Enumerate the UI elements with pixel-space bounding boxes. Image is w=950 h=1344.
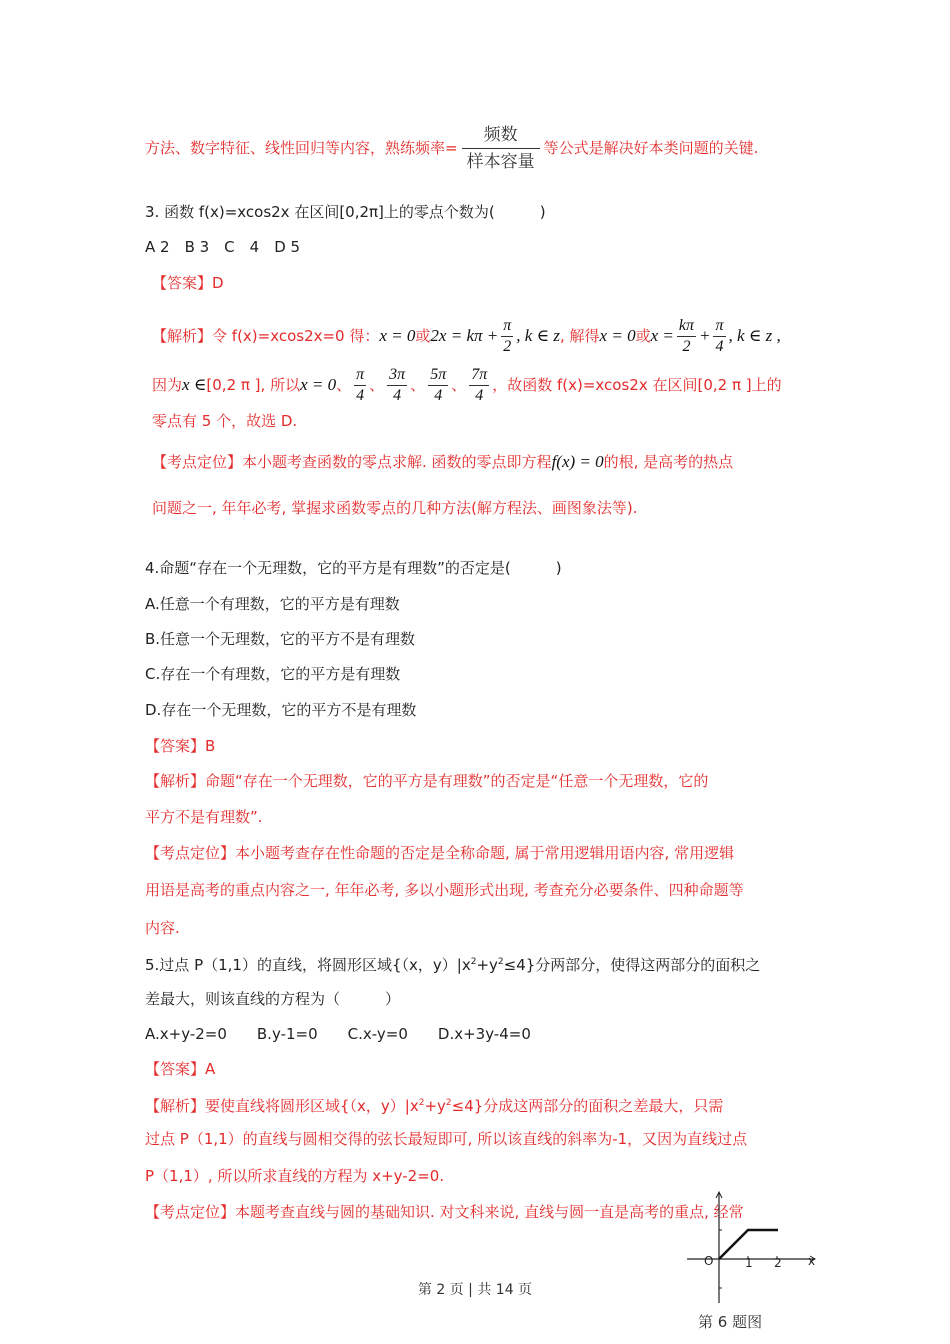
fraction-denominator: 样本容量: [466, 152, 535, 172]
den: 4: [715, 338, 724, 355]
text: 方法、数字特征、线性回归等内容，熟练频率=: [145, 139, 458, 157]
text: 令 f(x)=xcos2x=0 得：: [212, 327, 380, 345]
num: kπ: [677, 316, 696, 337]
superscript: 2: [470, 957, 477, 967]
text: 因为: [152, 376, 183, 394]
math: f(x) = 0: [551, 452, 604, 471]
figure-caption: 第 6 题图: [698, 1313, 763, 1331]
q4-point-line1: 【考点定位】本小题考查存在性命题的否定是全称命题, 属于常用逻辑用语内容, 常用逻辑: [145, 844, 735, 862]
q3-answer: [152, 273, 224, 293]
q3-point-line2: 问题之一, 年年必考, 掌握求函数零点的几种方法(解方程法、画图象法等).: [152, 499, 638, 517]
text: +y: [424, 1097, 446, 1115]
q5-analysis-line1: [145, 1093, 723, 1116]
text: 、: [451, 376, 467, 394]
fraction: [428, 365, 448, 406]
den: 4: [475, 387, 484, 404]
q3-analysis-line1: [152, 316, 781, 357]
fraction: [501, 316, 513, 357]
q3-options: A 2 B 3 C 4 D 5: [145, 238, 301, 256]
q5-answer: [145, 1059, 215, 1079]
den: 2: [503, 338, 512, 355]
den: 4: [356, 387, 365, 404]
math: , k ∈ z: [516, 326, 560, 345]
frequency-formula: [462, 122, 540, 175]
answer-value: B: [205, 737, 216, 755]
math: x = 0: [300, 375, 337, 394]
q5-question-line1: [145, 952, 760, 975]
text: 、: [410, 376, 426, 394]
q4-option-d: D.存在一个无理数，它的平方不是有理数: [145, 701, 417, 719]
answer-label: 【答案】: [145, 737, 206, 755]
fraction: [677, 316, 696, 357]
x-axis-label: x: [808, 1254, 816, 1268]
num: π: [713, 316, 725, 337]
function-graph: [719, 1230, 778, 1259]
den: 4: [434, 387, 443, 404]
math: , k ∈ z ,: [728, 326, 781, 345]
q4-question: 4.命题“存在一个无理数，它的平方是有理数”的否定是( ): [145, 559, 562, 577]
point-label: 【考点定位】: [152, 453, 243, 471]
fraction: [387, 365, 407, 406]
q4-option-b: B.任意一个无理数，它的平方不是有理数: [145, 630, 416, 648]
text: 【解析】要使直线将圆形区域{（x，y）|x: [145, 1097, 419, 1115]
text: +y: [476, 956, 498, 974]
q5-analysis-line3: P（1,1）, 所以所求直线的方程为 x+y-2=0.: [145, 1167, 445, 1185]
math: x ∈: [182, 375, 207, 394]
fraction: [713, 316, 725, 357]
text: ，故函数 f(x)=xcos2x 在区间[0,2 π ]上的: [492, 376, 782, 394]
text: 5.过点 P（1,1）的直线，将圆形区域{（x，y）|x: [145, 956, 471, 974]
answer-value: A: [205, 1060, 216, 1078]
text: ≤4}分成这两部分的面积之差最大，只需: [451, 1097, 724, 1115]
fraction: [469, 365, 489, 406]
q5-options: A.x+y-2=0 B.y-1=0 C.x-y=0 D.x+3y-4=0: [145, 1025, 531, 1043]
text: 等公式是解决好本类问题的关键.: [543, 139, 759, 157]
num: 5π: [428, 365, 448, 386]
q3-analysis-line3: 零点有 5 个，故选 D.: [152, 412, 298, 430]
math: +: [699, 326, 711, 345]
math: x = 0: [379, 326, 416, 345]
num: 3π: [387, 365, 407, 386]
q5-point-line1: 【考点定位】本题考查直线与圆的基础知识. 对文科来说, 直线与圆一直是高考的重点, 经常: [145, 1203, 744, 1221]
tick-label-1: 1: [745, 1256, 753, 1270]
math: x = 0: [599, 326, 636, 345]
fraction: [354, 365, 366, 406]
fraction-numerator: 频数: [462, 122, 540, 149]
text: 、: [369, 376, 385, 394]
q5-analysis-line2: 过点 P（1,1）的直线与圆相交得的弦长最短即可, 所以该直线的斜率为-1，又因为直线过点: [145, 1130, 748, 1148]
text: 本小题考查函数的零点求解. 函数的零点即方程: [242, 453, 552, 471]
q3-analysis-line2: [152, 365, 782, 406]
q3-question: 3. 函数 f(x)=xcos2x 在区间[0,2π]上的零点个数为( ): [145, 203, 546, 221]
page-footer: 第 2 页 | 共 14 页: [417, 1282, 533, 1298]
q2-summary-line: [145, 122, 758, 175]
text: ≤4}分两部分，使得这两部分的面积之: [503, 956, 761, 974]
q4-option-c: C.存在一个有理数，它的平方是有理数: [145, 665, 401, 683]
math: x =: [650, 326, 674, 345]
q5-question-line2: 差最大，则该直线的方程为（ ）: [145, 990, 401, 1008]
text: [0,2 π ], 所以: [206, 376, 301, 394]
answer-label: 【答案】: [145, 1060, 206, 1078]
num: π: [501, 316, 513, 337]
tick-label-2: 2: [774, 1256, 782, 1270]
num: 7π: [469, 365, 489, 386]
q4-analysis-line2: 平方不是有理数”.: [145, 808, 263, 826]
q4-point-line2: 用语是高考的重点内容之一, 年年必考, 多以小题形式出现, 考查充分必要条件、四种命题等: [145, 881, 744, 899]
q3-point-line1: [152, 452, 733, 472]
analysis-label: 【解析】: [152, 327, 213, 345]
q4-option-a: A.任意一个有理数，它的平方是有理数: [145, 595, 400, 613]
text: 或: [635, 327, 651, 345]
text: , 解得: [560, 327, 600, 345]
superscript: 2: [418, 1098, 425, 1108]
answer-label: 【答案】: [152, 274, 213, 292]
q4-point-line3: 内容.: [145, 919, 180, 937]
math: 2x = kπ +: [430, 326, 499, 345]
text: 、: [336, 376, 352, 394]
answer-value: D: [212, 274, 224, 292]
superscript: 2: [497, 957, 504, 967]
den: 4: [393, 387, 402, 404]
den: 2: [682, 338, 691, 355]
q4-answer: [145, 736, 215, 756]
text: 或: [415, 327, 431, 345]
text: 的根, 是高考的热点: [603, 453, 734, 471]
origin-label: O: [704, 1254, 714, 1268]
superscript: 2: [445, 1098, 452, 1108]
q4-analysis-line1: 【解析】命题“存在一个无理数，它的平方是有理数”的否定是“任意一个无理数，它的: [145, 772, 709, 790]
num: π: [354, 365, 366, 386]
